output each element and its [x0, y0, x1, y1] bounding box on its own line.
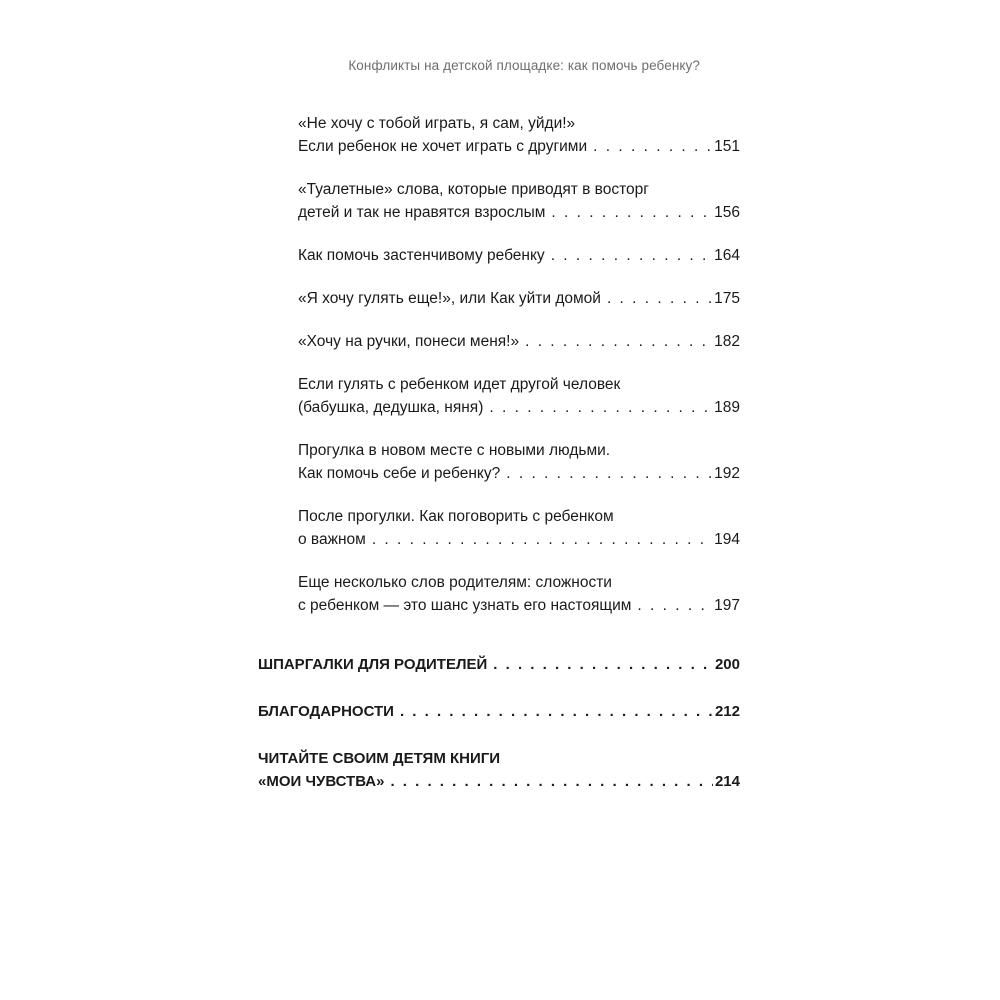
toc-entry-title-line: «Я хочу гулять еще!», или Как уйти домой — [298, 290, 601, 307]
toc-entry-title-line: Еще несколько слов родителям: сложности — [298, 574, 612, 591]
toc-page-number: 200 — [714, 656, 740, 673]
toc-page-number: 189 — [714, 399, 740, 416]
dot-leader — [551, 244, 712, 267]
toc-entry-title-line: (бабушка, дедушка, няня) — [298, 399, 484, 416]
toc-page-number: 175 — [714, 290, 740, 307]
toc-page-number: 212 — [714, 703, 740, 720]
toc-entry-title-line: Если гулять с ребенком идет другой человек — [298, 376, 621, 393]
toc-entry[interactable] — [298, 178, 740, 224]
toc-entry-title-line: с ребенком — это шанс узнать его настоящим — [298, 597, 632, 614]
toc-entry-title-line: «Не хочу с тобой играть, я сам, уйди!» — [298, 115, 576, 132]
table-of-contents — [258, 112, 740, 817]
toc-entry-title-line: о важном — [298, 531, 366, 548]
dot-leader — [525, 330, 712, 353]
dot-leader — [607, 287, 712, 310]
toc-section-title: «МОИ ЧУВСТВА» — [258, 773, 385, 790]
dot-leader — [493, 653, 713, 676]
toc-entry[interactable] — [298, 244, 740, 267]
dot-leader — [390, 770, 713, 793]
toc-entry-title-line: После прогулки. Как поговорить с ребенком — [298, 508, 614, 525]
dot-leader — [551, 201, 712, 224]
toc-entry[interactable] — [298, 571, 740, 617]
toc-section-title: БЛАГОДАРНОСТИ — [258, 703, 394, 720]
toc-entry[interactable] — [298, 373, 740, 419]
toc-page-number: 192 — [714, 465, 740, 482]
toc-entry[interactable] — [298, 439, 740, 485]
toc-entry-title-line: Как помочь застенчивому ребенку — [298, 247, 545, 264]
toc-entry-title-line: Прогулка в новом месте с новыми людьми. — [298, 442, 611, 459]
toc-entry-title-line: Если ребенок не хочет играть с другими — [298, 138, 588, 155]
toc-entry[interactable] — [298, 287, 740, 310]
running-head-title: Конфликты на детской площадке: как помочь ребенку? — [348, 58, 700, 73]
dot-leader — [372, 528, 712, 551]
dot-leader — [400, 700, 713, 723]
toc-page-number: 197 — [714, 597, 740, 614]
toc-page-number: 164 — [714, 247, 740, 264]
toc-section[interactable] — [258, 747, 740, 793]
toc-page-number: 182 — [714, 333, 740, 350]
toc-entry-title-line: «Туалетные» слова, которые приводят в восторг — [298, 181, 649, 198]
toc-page-number: 214 — [714, 773, 740, 790]
toc-page-number: 156 — [714, 204, 740, 221]
toc-entry[interactable] — [298, 112, 740, 158]
toc-entry[interactable] — [298, 505, 740, 551]
toc-entry-title-line: Как помочь себе и ребенку? — [298, 465, 501, 482]
toc-entry[interactable] — [298, 330, 740, 353]
dot-leader — [593, 135, 712, 158]
toc-section-title: ЧИТАЙТЕ СВОИМ ДЕТЯМ КНИГИ — [258, 750, 501, 767]
dot-leader — [489, 396, 712, 419]
toc-section[interactable] — [258, 653, 740, 676]
dot-leader — [637, 594, 712, 617]
dot-leader — [506, 462, 712, 485]
toc-entry-title-line: детей и так не нравятся взрослым — [298, 204, 546, 221]
toc-section-title: ШПАРГАЛКИ ДЛЯ РОДИТЕЛЕЙ — [258, 656, 488, 673]
toc-section[interactable] — [258, 700, 740, 723]
toc-page-number: 194 — [714, 531, 740, 548]
toc-page-number: 151 — [714, 138, 740, 155]
toc-entry-title-line: «Хочу на ручки, понеси меня!» — [298, 333, 520, 350]
